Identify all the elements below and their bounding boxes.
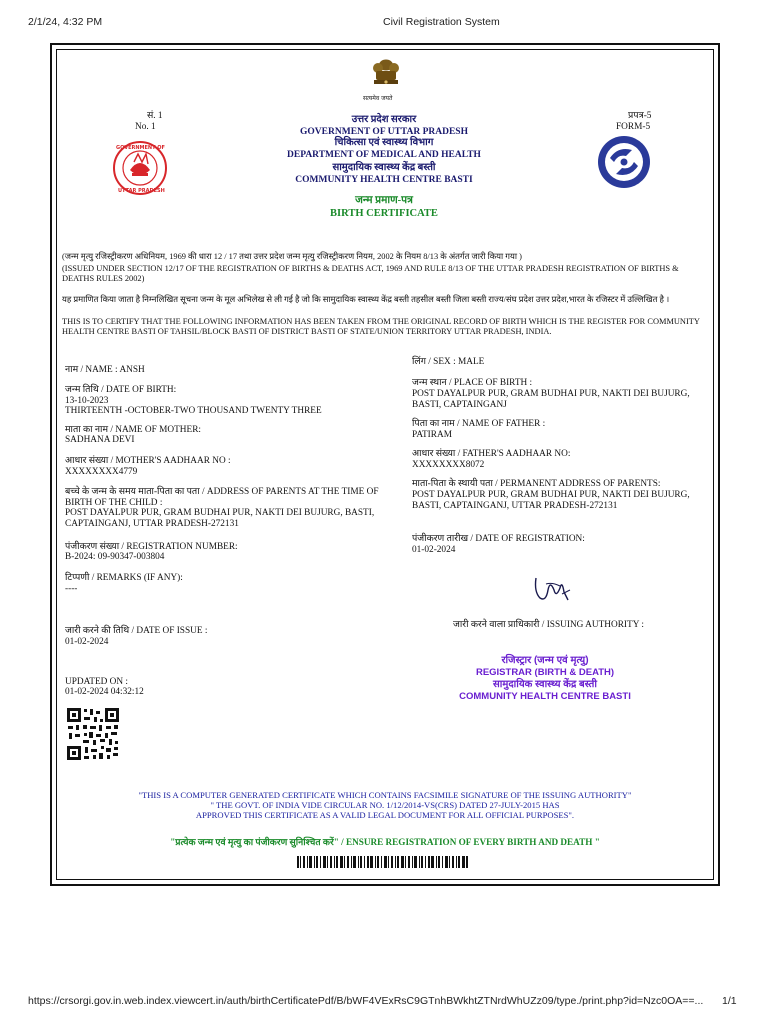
gov-title-en: GOVERNMENT OF UTTAR PRADESH — [300, 127, 468, 137]
remarks-label: टिप्पणी / REMARKS (IF ANY): — [65, 573, 183, 583]
dob-value: 13-10-2023 — [65, 396, 109, 406]
dob-words: THIRTEENTH -OCTOBER-TWO THOUSAND TWENTY THREE — [65, 406, 322, 416]
birth-address-value: POST DAYALPUR PUR, GRAM BUDHAI PUR, NAKTI DEI BUJURG, BASTI, CAPTAINGANJ, UTTAR PRADESH-272131 — [65, 508, 375, 529]
registrar-title-en: REGISTRAR (BIRTH & DEATH) — [475, 667, 615, 678]
mother-aadhaar-value: XXXXXXXX4779 — [65, 467, 138, 477]
sex: लिंग / SEX : MALE — [412, 357, 485, 367]
mother-name-label: माता का नाम / NAME OF MOTHER: — [65, 425, 201, 435]
issuing-authority-label: जारी करने वाला प्राधिकारी / ISSUING AUTHORITY : — [453, 620, 644, 630]
permanent-address-label: माता-पिता के स्थायी पता / PERMANENT ADDRESS OF PARENTS: — [412, 479, 661, 489]
issued-under-hi: (जन्म मृत्यु रजिस्ट्रीकरण अधिनियम, 1969 की धारा 12 / 17 तथा उत्तर प्रदेश जन्म मृत्यु रजिस्ट्रीकरण नियम, 2002 के नियम 8/13 के अंतर्गत जारी किया गया ) — [62, 252, 522, 261]
issued-under-en: (ISSUED UNDER SECTION 12/17 OF THE REGISTRATION OF BIRTHS & DEATHS ACT, 1969 AND RULE 8/13 OF THE UTTAR PRADESH REGISTRATION OF BIRTHS & DEATHS RULES 2002) — [62, 264, 679, 284]
barcode-icon — [297, 856, 469, 868]
valid-document-note: APPROVED THIS CERTIFICATE AS A VALID LEGAL DOCUMENT FOR ALL OFFICIAL PURPOSES". — [195, 810, 575, 820]
mother-aadhaar-label: आधार संख्या / MOTHER'S AADHAAR NO : — [65, 456, 231, 466]
registrar-title-hi: रजिस्ट्रार (जन्म एवं मृत्यु) — [501, 655, 589, 666]
registrar-centre-hi: सामुदायिक स्वास्थ्य केंद्र बस्ती — [493, 679, 597, 690]
seal-text-bottom: UTTAR PRADESH — [118, 188, 165, 194]
registration-date-label: पंजीकरण तारीख / DATE OF REGISTRATION: — [412, 534, 585, 544]
updated-on-value: 01-02-2024 04:32:12 — [65, 687, 144, 697]
govt-circular-note: " THE GOVT. OF INDIA VIDE CIRCULAR NO. 1/12/2014-VS(CRS) DATED 27-JULY-2015 HAS — [210, 800, 560, 810]
dept-title-hi: चिकित्सा एवं स्वास्थ्य विभाग — [334, 137, 434, 148]
certify-hi: यह प्रमाणित किया जाता है निम्नलिखित सूचना जन्म के मूल अभिलेख से ली गई है जो कि सामुदायिक स्वास्थ्य केंद्र बस्ती तहसील बस्ती जिला बस्ती राज्य/संघ प्रदेश उत्तर प्रदेश,भारत के रजिस्टर में उल्लिखित है । — [62, 295, 670, 304]
certificate-title-en: BIRTH CERTIFICATE — [330, 208, 438, 219]
print-url: https://crsorgi.gov.in.web.index.viewcert.in/auth/birthCertificatePdf/B/bWF4VExRsC9GTnhBWkhtZTNrdWhUZz09/type./print.php?id=Nzc0OA==... — [28, 995, 704, 1007]
mother-name-value: SADHANA DEVI — [65, 435, 135, 445]
certify-en: THIS IS TO CERTIFY THAT THE FOLLOWING INFORMATION HAS BEEN TAKEN FROM THE ORIGINAL RECORD OF BIRTH WHICH IS THE REGISTER FOR COMMUNITY HEALTH CENTRE BASTI OF TAHSIL/BLOCK BASTI OF DISTRICT BASTI OF STATE/UNION TERRITORY UTTAR PRADESH, INDIA. — [62, 317, 700, 337]
print-page-title: Civil Registration System — [383, 16, 500, 28]
updated-on-label: UPDATED ON : — [65, 677, 129, 687]
gov-title-hi: उत्तर प्रदेश सरकार — [351, 114, 417, 125]
print-page-number: 1/1 — [722, 995, 737, 1007]
dob-label: जन्म तिथि / DATE OF BIRTH: — [65, 385, 177, 395]
computer-generated-note: "THIS IS A COMPUTER GENERATED CERTIFICATE WHICH CONTAINS FACSIMILE SIGNATURE OF THE ISSUING AUTHORITY" — [138, 790, 632, 800]
date-of-issue-value: 01-02-2024 — [65, 637, 109, 647]
dept-title-en: DEPARTMENT OF MEDICAL AND HEALTH — [287, 150, 481, 160]
seal-text-top: GOVERNMENT OF — [116, 145, 165, 151]
registration-number-value: B-2024: 09-90347-003804 — [65, 552, 165, 562]
place-of-birth-label: जन्म स्थान / PLACE OF BIRTH : — [412, 378, 533, 388]
father-aadhaar-label: आधार संख्या / FATHER'S AADHAAR NO: — [412, 449, 571, 459]
father-aadhaar-value: XXXXXXXX8072 — [412, 460, 485, 470]
serial-no-en: No. 1 — [135, 122, 156, 132]
national-emblem-icon — [368, 58, 404, 90]
centre-title-en: COMMUNITY HEALTH CENTRE BASTI — [295, 175, 473, 185]
permanent-address-value: POST DAYALPUR PUR, GRAM BUDHAI PUR, NAKTI DEI BUJURG, BASTI, CAPTAINGANJ, UTTAR PRADESH-272131 — [412, 490, 690, 511]
date-of-issue-label: जारी करने की तिथि / DATE OF ISSUE : — [65, 626, 208, 636]
remarks-value: ---- — [65, 584, 78, 594]
qr-code-icon — [65, 706, 121, 762]
emblem-motto: सत्यमेव जयते — [363, 95, 393, 102]
father-name-label: पिता का नाम / NAME OF FATHER : — [412, 419, 546, 429]
print-datetime: 2/1/24, 4:32 PM — [28, 16, 103, 28]
registration-date-value: 01-02-2024 — [412, 545, 456, 555]
certificate-title-hi: जन्म प्रमाण-पत्र — [355, 195, 413, 206]
registrar-signature-icon — [530, 570, 574, 608]
birth-address-label: बच्चे के जन्म के समय माता-पिता का पता / ADDRESS OF PARENTS AT THE TIME OF BIRTH OF THE CHILD : — [65, 487, 379, 508]
father-name-value: PATIRAM — [412, 430, 452, 440]
registration-slogan: "प्रत्येक जन्म एवं मृत्यु का पंजीकरण सुनिश्चित करें" / ENSURE REGISTRATION OF EVERY BIRTH AND DEATH " — [170, 837, 600, 847]
registration-number-label: पंजीकरण संख्या / REGISTRATION NUMBER: — [65, 542, 238, 552]
place-of-birth-value: POST DAYALPUR PUR, GRAM BUDHAI PUR, NAKTI DEI BUJURG, BASTI, CAPTAINGANJ — [412, 389, 690, 410]
serial-no-hi: सं. 1 — [147, 111, 163, 121]
registrar-centre-en: COMMUNITY HEALTH CENTRE BASTI — [459, 691, 631, 702]
crs-logo-icon — [596, 134, 652, 190]
form-no-hi: प्रपत्र-5 — [628, 111, 652, 121]
form-no-en: FORM-5 — [616, 122, 651, 132]
centre-title-hi: सामुदायिक स्वास्थ्य केंद्र बस्ती — [332, 162, 436, 173]
child-name: नाम / NAME : ANSH — [65, 365, 145, 375]
